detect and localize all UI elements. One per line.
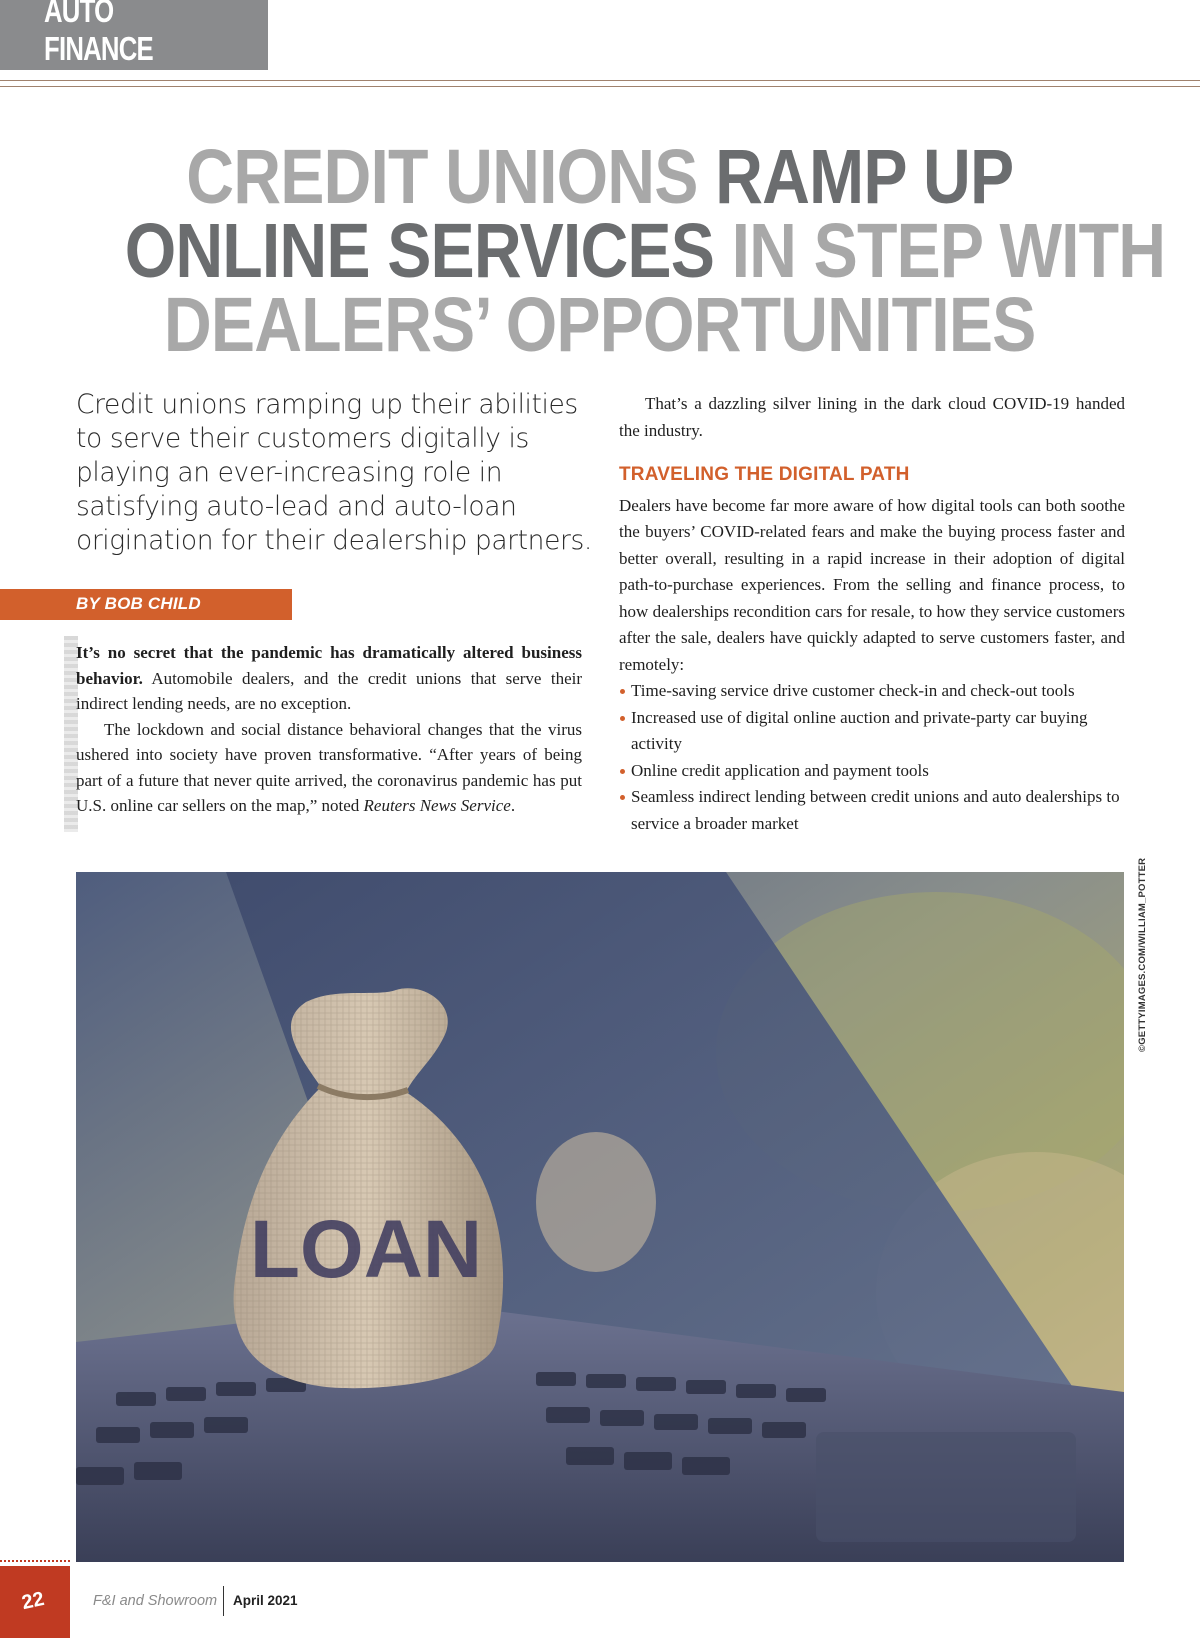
- header-rule-thin: [0, 86, 1200, 87]
- headline-line-3: [40, 282, 1160, 368]
- issue-date: April 2021: [233, 1593, 298, 1608]
- headline-ramp-up: RAMP UP: [715, 134, 1014, 220]
- header-rule: [0, 80, 1200, 81]
- paragraph: That’s a dazzling silver lining in the dark cloud COVID-19 handed the industry.: [619, 394, 1125, 440]
- section-tab: [0, 0, 268, 70]
- paragraph-text: The lockdown and social distance behavioral changes that the virus ushered into society have proven transformative. “After years of being part of a future that never quite arrived, the coronavirus pandemic has put U.S. online car sellers on the map,” noted: [76, 719, 582, 815]
- photo-credit: [1137, 857, 1159, 1052]
- paragraph-text: Automobile dealers, and the credit unions that serve their indirect lending needs, are no exception.: [76, 668, 582, 713]
- headline-dealers-opportunities: DEALERS’ OPPORTUNITIES: [164, 282, 1036, 368]
- byline-bar: [0, 589, 292, 620]
- headline-line-2: [40, 208, 1166, 294]
- bullet-list: [619, 678, 1125, 837]
- paragraph-end: .: [510, 796, 516, 815]
- headline: [40, 134, 1166, 368]
- loan-bag-photo: [76, 872, 1124, 1562]
- list-item: Seamless indirect lending between credit unions and auto dealerships to service a broader market: [619, 784, 1125, 837]
- page-number: 22: [19, 1587, 47, 1615]
- paragraph: [76, 717, 582, 819]
- headline-online-services: ONLINE SERVICES: [124, 208, 715, 294]
- footer-divider: [223, 1586, 224, 1616]
- photo-credit-text: ©GETTYIMAGES.COM/WILLIAM_POTTER: [1137, 857, 1148, 1052]
- body-column-right: [619, 391, 1125, 837]
- deck-text: Credit unions ramping up their abilities to serve their customers digitally is playing an ever-increasing role in satisfying auto-lead and auto-loan origination for their dealership partners.: [76, 389, 592, 556]
- photo-illustration: [76, 872, 1124, 1562]
- paragraph: [76, 640, 582, 717]
- section-label: AUTO FINANCE: [44, 0, 153, 67]
- lead-in: It’s no secret that the pandemic has dramatically altered business behavior.: [76, 643, 582, 688]
- byline: BY BOB CHILD: [76, 594, 201, 613]
- source-citation: Reuters News Service: [363, 796, 511, 815]
- headline-in-step-with: IN STEP WITH: [731, 208, 1166, 294]
- publication-name: F&I and Showroom: [93, 1593, 218, 1609]
- subhead: TRAVELING THE DIGITAL PATH: [619, 464, 910, 485]
- list-item: Increased use of digital online auction and private-party car buying activity: [619, 705, 1125, 758]
- list-item: Online credit application and payment tools: [619, 758, 1125, 785]
- list-item: Time-saving service drive customer check-in and check-out tools: [619, 678, 1125, 705]
- paragraph: Dealers have become far more aware of how digital tools can both soothe the buyers’ COVID-related fears and make the buying process faster and better overall, resulting in a rapid increase in their adoption of digital path-to-purchase experiences. From the selling and finance process, to how dealerships recondition cars for resale, to how they service customers after the sale, dealers have quickly adapted to serve customers faster, and remotely:: [619, 495, 1125, 674]
- headline-credit-unions: CREDIT UNIONS: [186, 134, 698, 220]
- bag-label: LOAN: [249, 1204, 483, 1295]
- headline-line-1: [40, 134, 1160, 220]
- body-column-left: [76, 640, 582, 819]
